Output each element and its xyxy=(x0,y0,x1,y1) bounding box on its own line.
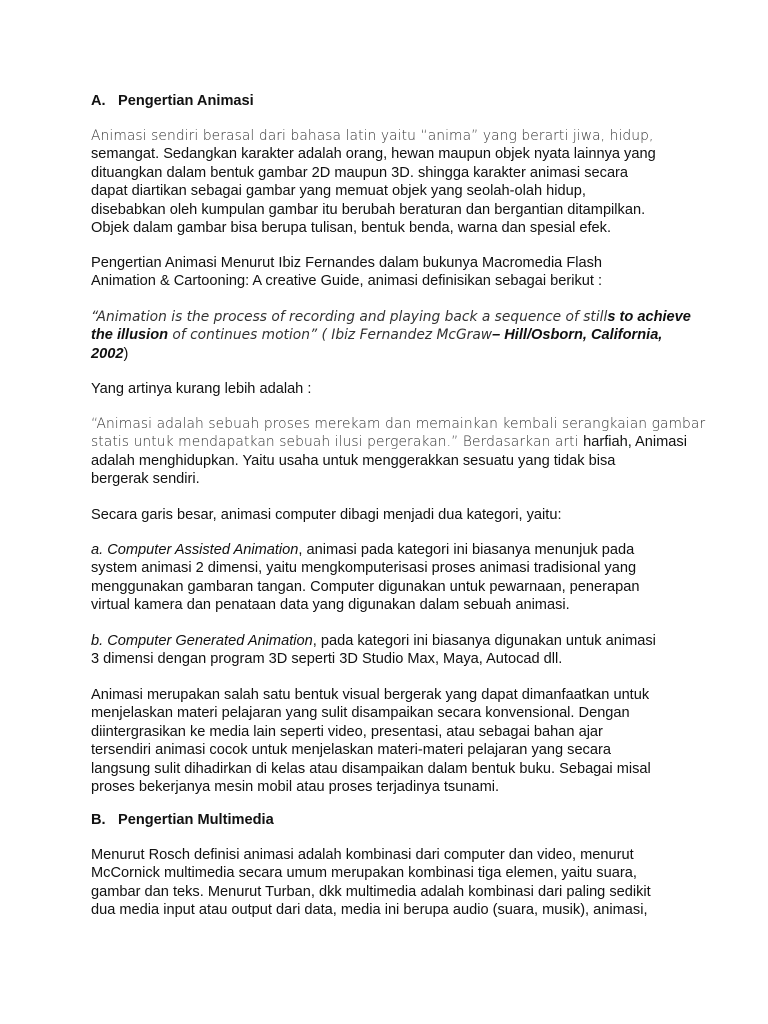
paragraph-line: diintergrasikan ke media lain seperti video, presentasi, atau sebagai bahan ajar xyxy=(91,723,603,740)
paragraph-line: semangat. Sedangkan karakter adalah orang, hewan maupun objek nyata lainnya yang xyxy=(91,146,656,163)
paragraph-line: gambar dan teks. Menurut Turban, dkk multimedia adalah kombinasi dari paling sedikit xyxy=(91,883,651,900)
paragraph-line: , animasi pada kategori ini biasanya menunjuk pada xyxy=(298,542,635,558)
paragraph-line: statis untuk mendapatkan sebuah ilusi pergerakan.” Berdasarkan arti xyxy=(91,434,584,451)
paragraph-line: bergerak sendiri. xyxy=(91,471,200,488)
quote-text: 2002 xyxy=(91,345,124,362)
paragraph-line: 3 dimensi dengan program 3D seperti 3D Studio Max, Maya, Autocad dll. xyxy=(91,651,563,668)
section-b-title: Pengertian Multimedia xyxy=(118,812,274,828)
paragraph-animasi-learning xyxy=(91,686,691,796)
paragraph-line: menjelaskan materi pelajaran yang sulit disampaikan secara konvensional. Dengan xyxy=(91,705,630,722)
section-b-letter: B. xyxy=(91,812,106,828)
paragraph-line: Animasi sendiri berasal dari bahasa latin yaitu “anima” yang berarti jiwa, hidup, xyxy=(91,128,654,144)
category-term: a. Computer Assisted Animation xyxy=(91,542,299,558)
paragraph-animasi-definition xyxy=(91,127,691,237)
paragraph-computer-assisted xyxy=(91,541,691,615)
paragraph-line: proses bekerjanya mesin mobil atau proses terjadinya tsunami. xyxy=(91,779,500,796)
paragraph-line: disebabkan oleh kumpulan gambar itu berubah beraturan dan bergantian ditampilkan. xyxy=(91,201,646,218)
paragraph-line: harfiah, Animasi xyxy=(583,434,687,451)
paragraph-line: menggunakan gambaran tangan. Computer digunakan untuk pewarnaan, penerapan xyxy=(91,578,640,595)
section-a-heading xyxy=(91,92,691,110)
paragraph-line: , pada kategori ini biasanya digunakan untuk animasi xyxy=(312,633,656,649)
paragraph-multimedia-definition xyxy=(91,846,691,920)
paragraph-translation-intro xyxy=(91,380,691,398)
quote-text: “Animation is the process of recording and playing back a sequence of still xyxy=(91,309,608,325)
paragraph-line: Menurut Rosch definisi animasi adalah kombinasi dari computer dan video, menurut xyxy=(91,847,634,863)
paragraph-line: virtual kamera dan penataan data yang digunakan dalam sebuah animasi. xyxy=(91,597,570,614)
quote-text: s to achieve xyxy=(607,309,691,325)
paragraph-line: Objek dalam gambar bisa berupa tulisan, bentuk benda, warna dan spesial efek. xyxy=(91,220,612,237)
quote-text: – Hill/Osborn, California, xyxy=(492,327,663,344)
paragraph-line: tersendiri animasi cocok untuk menjelaskan materi-materi pelajaran yang secara xyxy=(91,742,611,759)
paragraph-line: dituangkan dalam bentuk gambar 2D maupun 3D. shingga karakter animasi secara xyxy=(91,164,629,181)
paragraph-categories-intro xyxy=(91,506,691,524)
paragraph-line: McCornick multimedia secara umum merupakan kombinasi tiga elemen, yaitu suara, xyxy=(91,865,637,882)
section-a-letter: A. xyxy=(91,93,106,109)
paragraph-line: Animation & Cartooning: A creative Guide, animasi definisikan sebagai berikut : xyxy=(91,273,603,290)
paragraph-line: dapat diartikan sebagai gambar yang memuat objek yang seolah-olah hidup, xyxy=(91,183,586,200)
section-b-heading xyxy=(91,811,691,829)
paragraph-line: Yang artinya kurang lebih adalah : xyxy=(91,381,312,397)
quote-animation-definition xyxy=(91,308,691,363)
paragraph-line: “Animasi adalah sebuah proses merekam dan memainkan kembali serangkaian gambar xyxy=(91,416,706,432)
paragraph-translation xyxy=(91,415,706,489)
quote-text: ) xyxy=(123,345,129,362)
category-term: b. Computer Generated Animation xyxy=(91,633,313,649)
paragraph-line: Secara garis besar, animasi computer dibagi menjadi dua kategori, yaitu: xyxy=(91,507,562,523)
paragraph-line: adalah menghidupkan. Yaitu usaha untuk menggerakkan sesuatu yang tidak bisa xyxy=(91,452,616,469)
paragraph-line: system animasi 2 dimensi, yaitu mengkomputerisasi proses animasi tradisional yang xyxy=(91,560,637,577)
paragraph-line: dua media input atau output dari data, media ini berupa audio (suara, musik), animasi, xyxy=(91,902,648,919)
paragraph-line: Pengertian Animasi Menurut Ibiz Fernandes dalam bukunya Macromedia Flash xyxy=(91,255,603,271)
paragraph-fernandes-intro xyxy=(91,254,691,291)
quote-text: the illusion xyxy=(91,327,169,344)
paragraph-computer-generated xyxy=(91,632,691,669)
paragraph-line: langsung sulit dihadirkan di kelas atau disampaikan dalam bentuk buku. Sebagai misal xyxy=(91,760,651,777)
section-a-title: Pengertian Animasi xyxy=(118,93,254,109)
paragraph-line: Animasi merupakan salah satu bentuk visual bergerak yang dapat dimanfaatkan untuk xyxy=(91,687,650,703)
quote-text: of continues motion” ( Ibiz Fernandez McGraw xyxy=(168,327,493,344)
